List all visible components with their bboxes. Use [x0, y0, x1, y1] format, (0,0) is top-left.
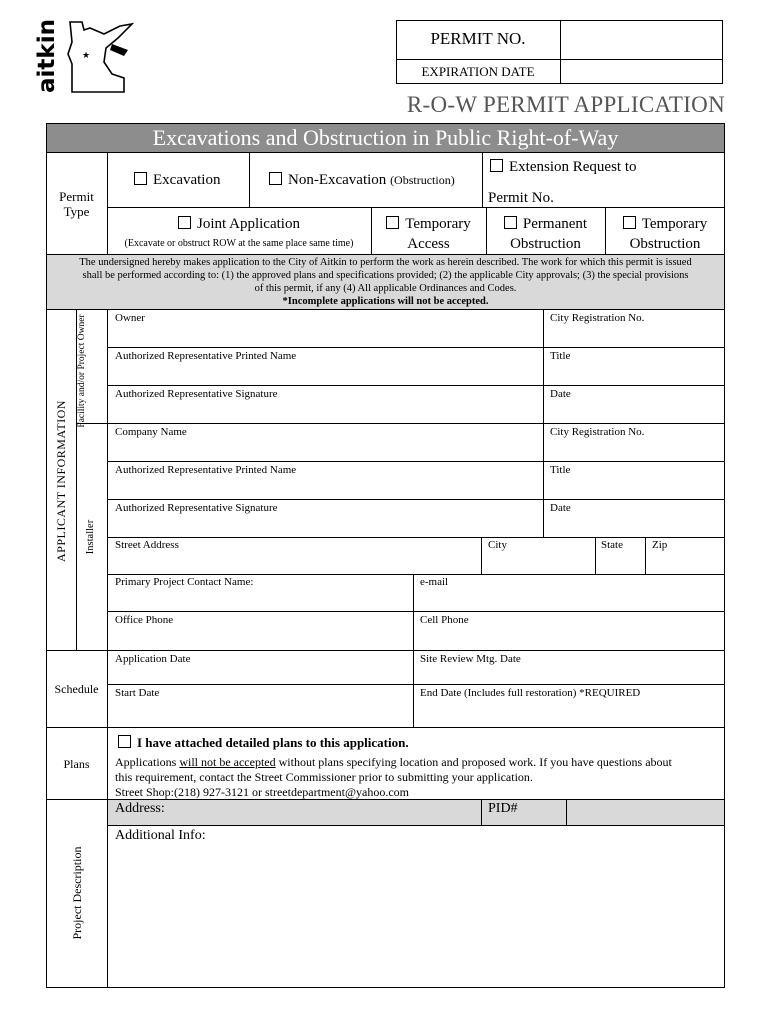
company-name-field[interactable]: Company Name [115, 426, 187, 438]
form-banner: Excavations and Obstruction in Public Right-of-Way [47, 124, 724, 152]
expiration-date-label: EXPIRATION DATE [421, 64, 535, 79]
installer-rep-signature-field[interactable]: Authorized Representative Signature [115, 502, 278, 514]
additional-info-field[interactable]: Additional Info: [115, 828, 206, 843]
state-field[interactable]: State [601, 539, 623, 551]
non-excavation-option[interactable]: Non-Excavation (Obstruction) [269, 172, 455, 189]
zip-field[interactable]: Zip [652, 539, 668, 551]
extension-request-checkbox[interactable] [490, 159, 503, 172]
temporary-obstruction-checkbox[interactable] [623, 216, 636, 229]
temporary-access-option[interactable]: Temporary Access [371, 214, 486, 254]
application-notice: The undersigned hereby makes application to the City of Aitkin to perform the work as herein described. The work for which this permit is issued shall be performed according to: (1) the approved plans and specifications provided; (2) the applicable City approvals; (3) the special provisions of this permit, if any (4) All applicable Ordinances and Codes. *Incomplete applications will not be accepted. [47, 255, 724, 309]
city-field[interactable]: City [488, 539, 507, 551]
street-address-field[interactable]: Street Address [115, 539, 179, 551]
installer-rep-name-field[interactable]: Authorized Representative Printed Name [115, 464, 297, 476]
owner-rep-name-field[interactable]: Authorized Representative Printed Name [115, 350, 297, 362]
start-date-field[interactable]: Start Date [115, 687, 160, 699]
schedule-label: Schedule [54, 682, 99, 696]
joint-application-checkbox[interactable] [178, 216, 191, 229]
temporary-access-checkbox[interactable] [386, 216, 399, 229]
aitkin-logo [20, 16, 135, 96]
pid-value-field[interactable] [567, 800, 724, 825]
non-excavation-checkbox[interactable] [269, 172, 282, 185]
project-description-label: Project Description [70, 846, 84, 940]
form-title: R-O-W PERMIT APPLICATION [406, 92, 725, 117]
pid-field[interactable]: PID# [488, 801, 518, 816]
logo-wordmark: aitkin [34, 19, 60, 93]
extension-permit-no-label: Permit No. [488, 190, 554, 206]
expiration-date-field[interactable] [561, 60, 722, 83]
installer-title-field[interactable]: Title [550, 464, 571, 476]
permit-number-label: PERMIT NO. [430, 29, 526, 48]
joint-application-note: (Excavate or obstruct ROW at the same place same time) [124, 238, 354, 249]
permanent-obstruction-checkbox[interactable] [504, 216, 517, 229]
excavation-checkbox[interactable] [134, 172, 147, 185]
joint-application-option[interactable]: Joint Application [107, 216, 371, 233]
permit-type-label: Permit Type [59, 189, 94, 219]
plans-attached-option[interactable]: I have attached detailed plans to this application. [118, 735, 409, 751]
end-date-field[interactable]: End Date (Includes full restoration) *REQUIRED [420, 687, 641, 699]
site-review-date-field[interactable]: Site Review Mtg. Date [420, 653, 521, 665]
plans-label: Plans [63, 757, 90, 771]
application-date-field[interactable]: Application Date [115, 653, 191, 665]
excavation-option[interactable]: Excavation [134, 172, 220, 189]
contact-name-field[interactable]: Primary Project Contact Name: [115, 576, 254, 588]
permanent-obstruction-option[interactable]: Permanent Obstruction [486, 214, 605, 254]
plans-attached-checkbox[interactable] [118, 735, 131, 748]
installer-date-field[interactable]: Date [550, 502, 571, 514]
plans-instructions: Applications will not be accepted without plans specifying location and proposed work. If you have questions about this requirement, contact the Street Commissioner prior to submitting your application. Street Shop:(218) 927-3121 or streetdepartment@yahoo.com [115, 755, 672, 799]
city-registration-field-installer[interactable]: City Registration No. [550, 426, 645, 438]
applicant-information-label: APPLICANT INFORMATION [54, 400, 68, 562]
extension-request-option[interactable]: Extension Request to [490, 159, 637, 176]
cell-phone-field[interactable]: Cell Phone [420, 614, 469, 626]
installer-group-label: Installer [85, 519, 96, 555]
office-phone-field[interactable]: Office Phone [115, 614, 174, 626]
owner-group-label: Facility and/or Project Owner [77, 314, 87, 428]
owner-title-field[interactable]: Title [550, 350, 571, 362]
owner-rep-signature-field[interactable]: Authorized Representative Signature [115, 388, 278, 400]
svg-text:★: ★ [82, 51, 91, 61]
email-field[interactable]: e-mail [420, 576, 449, 588]
temporary-obstruction-option[interactable]: Temporary Obstruction [605, 214, 725, 254]
city-registration-field-owner[interactable]: City Registration No. [550, 312, 645, 324]
project-address-field[interactable]: Address: [115, 801, 165, 816]
owner-field[interactable]: Owner [115, 312, 145, 324]
permit-number-field[interactable] [561, 21, 722, 58]
owner-date-field[interactable]: Date [550, 388, 571, 400]
